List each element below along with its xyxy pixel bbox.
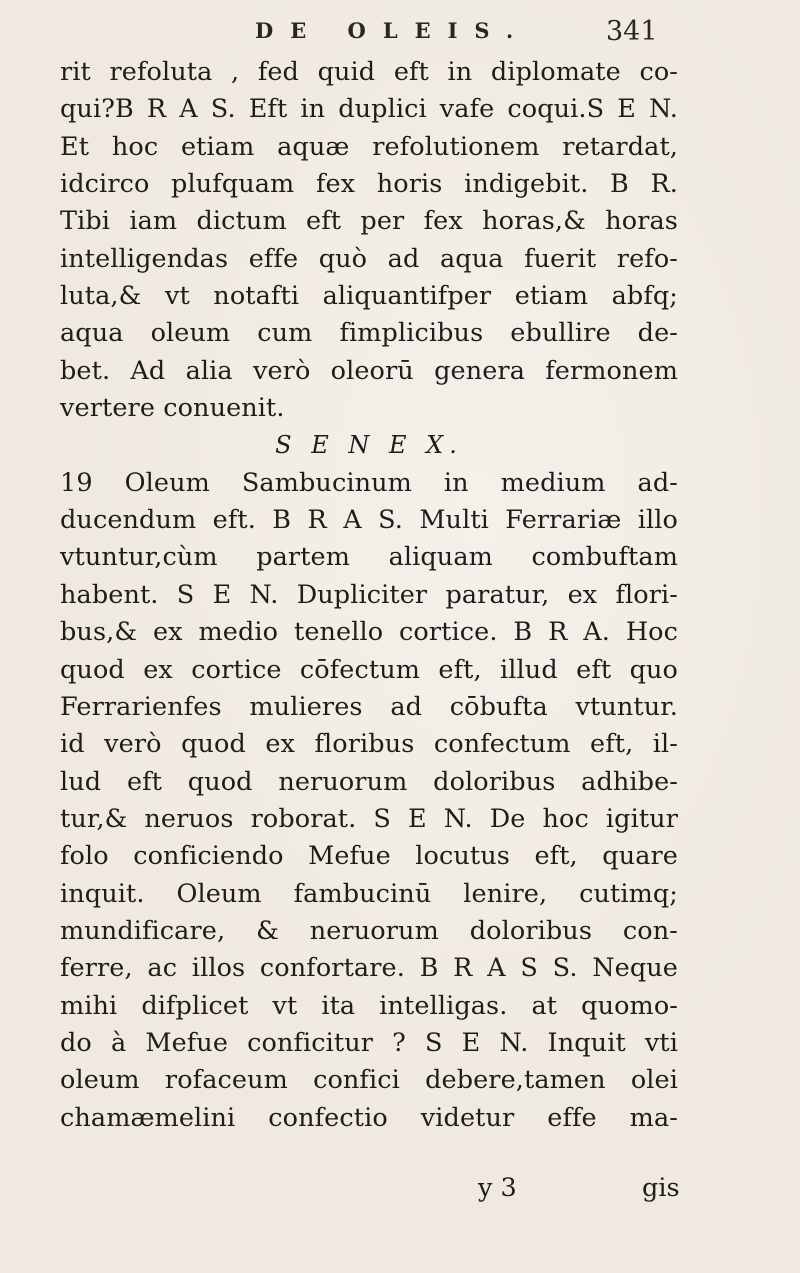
text-line: rit refoluta , fed quid eft in diplomate co- xyxy=(60,57,678,87)
text-line: do à Mefue conficitur ? S E N. Inquit vti xyxy=(60,1027,678,1058)
body-text xyxy=(60,54,678,1137)
text-line: tur,& neruos roborat. S E N. De hoc igitur xyxy=(60,803,678,834)
page-header xyxy=(0,14,800,50)
text-line: luta,& vt notafti aliquantifper etiam abfq; xyxy=(60,281,678,312)
text-line: aqua oleum cum fimplicibus ebullire de- xyxy=(60,318,678,349)
text-line: bus,& ex medio tenello cortice. B R A. Hoc xyxy=(60,617,678,648)
text-line: Et hoc etiam aquæ refolutionem retardat, xyxy=(60,131,678,162)
text-line: bet. Ad alia verò oleorū genera fermonem xyxy=(60,355,678,386)
text-line: intelligendas effe quò ad aqua fuerit refo- xyxy=(60,243,678,274)
text-line: oleum rofaceum confici debere,tamen olei xyxy=(60,1065,678,1096)
text-line: mihi difplicet vt ita intelligas. at quomo- xyxy=(60,990,678,1021)
text-line: vertere conuenit. xyxy=(60,393,285,424)
text-line: ferre, ac illos confortare. B R A S S. Neque xyxy=(60,953,678,984)
text-line: Tibi iam dictum eft per fex horas,& horas xyxy=(60,206,678,237)
catchword: gis xyxy=(642,1173,680,1203)
text-line: mundificare, & neruorum doloribus con- xyxy=(60,915,678,946)
text-line: vtuntur,cùm partem aliquam combuftam xyxy=(60,542,678,573)
text-line: inquit. Oleum fambucinū lenire, cutimq; xyxy=(60,878,678,909)
page-number: 341 xyxy=(606,16,658,47)
text-line: habent. S E N. Dupliciter paratur, ex flori- xyxy=(60,579,678,610)
text-line: folo conficiendo Mefue locutus eft, quare xyxy=(60,841,678,872)
text-line: idcirco plufquam fex horis indigebit. B R. xyxy=(60,169,678,200)
text-line: id verò quod ex floribus confectum eft, il- xyxy=(60,729,678,760)
text-line: ducendum eft. B R A S. Multi Ferrariæ illo xyxy=(60,505,678,536)
running-title: DE OLEIS. xyxy=(255,18,531,43)
page-footer xyxy=(60,1173,678,1213)
text-line: chamæmelini confectio videtur effe ma- xyxy=(60,1102,678,1133)
text-line: qui?B R A S. Eft in duplici vafe coqui.S E N. xyxy=(60,94,678,125)
signature-mark: y 3 xyxy=(478,1173,517,1203)
text-line: quod ex cortice cōfectum eft, illud eft quo xyxy=(60,654,678,685)
text-line: lud eft quod neruorum doloribus adhibe- xyxy=(60,766,678,797)
speaker-heading: S E N E X. xyxy=(275,431,463,460)
text-line: 19 Oleum Sambucinum in medium ad- xyxy=(60,467,678,498)
text-line: Ferrarienfes mulieres ad cōbufta vtuntur. xyxy=(60,691,678,722)
